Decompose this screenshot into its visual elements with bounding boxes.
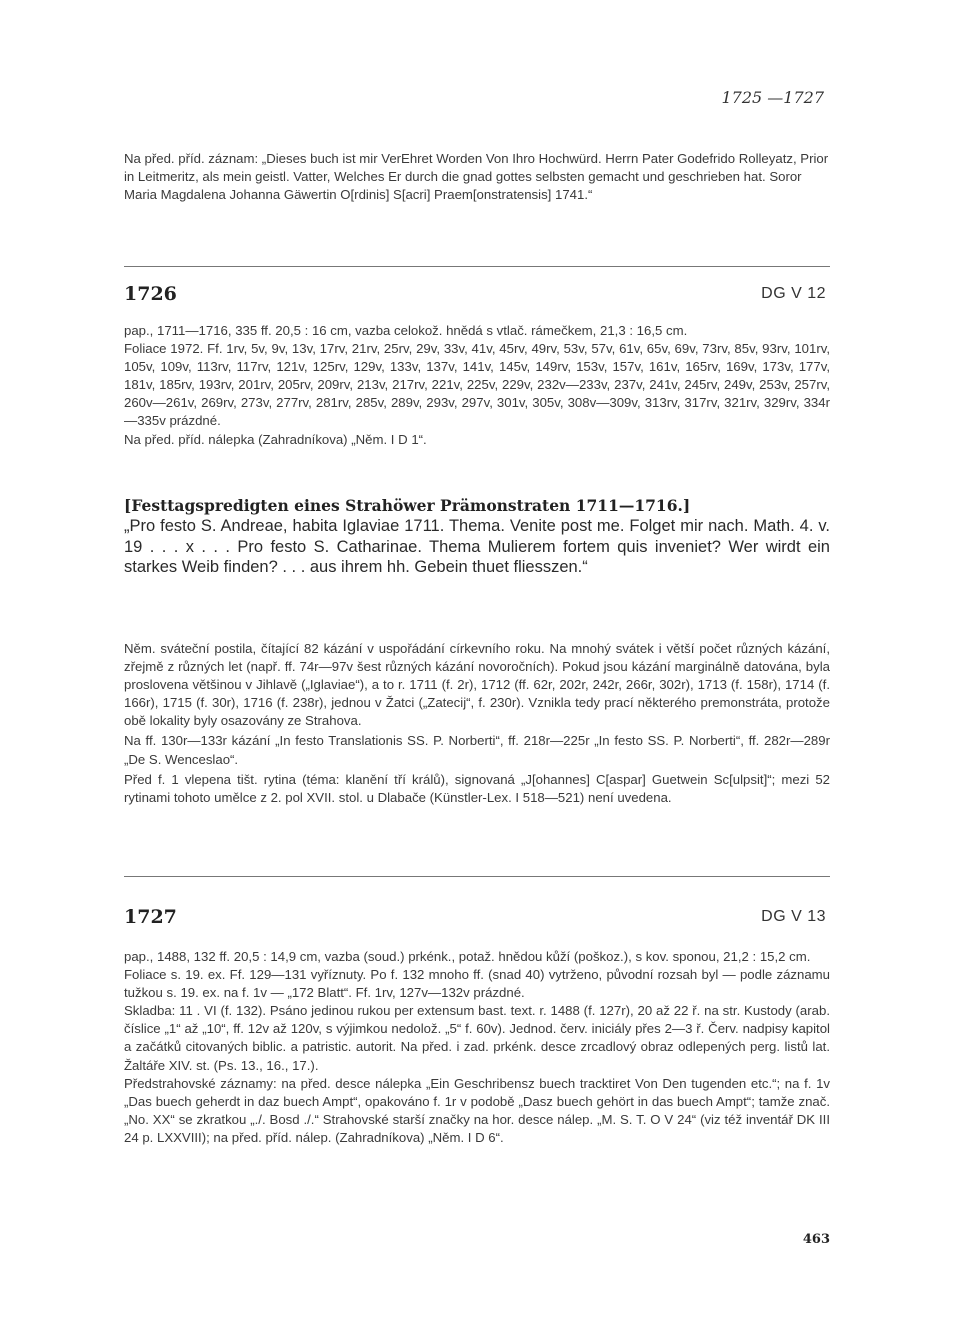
foliation-note: Foliace s. 19. ex. Ff. 129—131 vyříznuty. Po f. 132 mnoho ff. (snad 40) vytrženo, původní rozsah byl — podle záznamu tužkou s. 19. ex. na f. 1v — „172 Blatt“. Ff. 1rv, 127v—132v prázdné. bbox=[124, 967, 830, 1001]
incipit: „Pro festo S. Andreae, habita Iglaviae 1711. Thema. Venite post me. Folget mir nach. Math. 4. v. 19 . . . x . . . Pro festo S. Catharinae. Thema Mulierem fortem quis inveniet? Wer wirdt ein starkes Weib finden? . . . aus ihrem hh. Gebein thuet fliesszen.“ bbox=[124, 517, 830, 576]
entry-separator-rule bbox=[124, 266, 830, 267]
composition-note: Skladba: 11 . VI (f. 132). Psáno jedinou rukou per extensum bast. text. r. 1488 (f. 127r), 20 až 22 ř. na str. Kustody (arab. číslice „1“ až „10“, ff. 12v až 120v, s výjimkou nedolož. „5“ f. 60v). Jednod. červ. iniciály přes 2—3 ř. Červ. nadpisy kapitol a začátků citovaných biblic. a patristic. autorit. Na před. i zad. prkénk. desce zrcadlový obraz odlepených perg. listů lat. Žaltáře XIV. st. (Ps. 13., 16., 17.). bbox=[124, 1003, 830, 1073]
work-title: [Festtagspredigten eines Strahöwer Prämonstraten 1711—1716.] bbox=[124, 496, 691, 515]
top-note-block bbox=[124, 150, 830, 204]
contents-paragraph: Na ff. 130r—133r kázání „In festo Translationis SS. P. Norberti“, ff. 218r—225r „In festo SS. P. Norberti“, ff. 282r—289r „De S. Wenceslao“. bbox=[124, 733, 830, 767]
contents-paragraph: Před f. 1 vlepena tišt. rytina (téma: klanění tří králů), signovaná „J[ohannes] C[aspar] Guetwein Sc[ulpsit]“; mezi 52 rytinami tohoto umělce z 2. pol XVII. stol. u Dlabače (Künstler-Lex. I 518—521) není uvedena. bbox=[124, 771, 830, 805]
entry-1726-title-block bbox=[124, 496, 830, 578]
top-note: Na před. příd. záznam: „Dieses buch ist mir VerEhret Worden Von Ihro Hochwürd. Herrn Pater Godefrido Rolleyatz, Prior in Leitmeritz, als mein geistl. Vatter, Welches Er durch die gnad gottes selbsten gemacht und geschrieben hat. Soror Maria Magdalena Johanna Gäwertin O[rdinis] S[acri] Praem[onstratensis] 1741.“ bbox=[124, 151, 829, 203]
physical-description: pap., 1711—1716, 335 ff. 20,5 : 16 cm, vazba celokož. hnědá s vtlač. rámečkem, 21,3 : 16,5 cm. bbox=[124, 323, 688, 338]
entry-number-1727: 1727 bbox=[124, 906, 177, 928]
entry-1726-contents bbox=[124, 640, 830, 807]
running-head: 1725 —1727 bbox=[721, 88, 824, 107]
entry-1727-description bbox=[124, 948, 830, 1147]
provenance-note: Předstrahovské záznamy: na před. desce nálepka „Ein Geschribensz buech tracktiret Von Den tugenden etc.“; na f. 1v „Das buech geherdt in daz buech Ampt“, opakováno f. 1r v podobě „Dasz buech gehört in das buech Ampt“; tamže znač. „No. XX“ se zkratkou „./. Bosd ./.“ Strahovské starší značky na hor. desce nálep. „M. S. T. O V 24“ (viz též inventář DK III 24 p. LXXVIII); na před. příd. nálep. (Zahradníkova) „Něm. I D 6“. bbox=[124, 1075, 830, 1145]
label-note: Na před. příd. nálepka (Zahradníkova) „Něm. I D 1“. bbox=[124, 431, 427, 447]
foliation-note: Foliace 1972. Ff. 1rv, 5v, 9v, 13v, 17rv, 21rv, 25rv, 29v, 33v, 41v, 45rv, 49rv, 53v, 57v, 61v, 65v, 69v, 73rv, 85v, 93rv, 101rv, 105v, 109v, 113rv, 117rv, 121v, 125rv, 129v, 133v, 137v, 141v, 145v, 149rv, 153v, 157v, 161v, 165rv, 169v, 173v, 177v, 181v, 185rv, 193rv, 201rv, 205rv, 209rv, 213v, 217rv, 221v, 225v, 229v, 232v—233v, 237v, 241v, 245rv, 249v, 253v, 257rv, 260v—261v, 269rv, 273v, 277rv, 281rv, 285v, 289v, 293v, 297v, 301v, 305v, 308v—309v, 313rv, 317rv, 321rv, 329rv, 334r—335v prázdné. bbox=[124, 341, 830, 429]
entry-separator-rule bbox=[124, 876, 830, 877]
shelfmark-1726: DG V 12 bbox=[761, 285, 826, 302]
page-number: 463 bbox=[802, 1232, 830, 1247]
contents-paragraph: Něm. sváteční postila, čítající 82 kázání v uspořádání církevního roku. Na mnohý svátek i větší počet různých kázání, zřejmě z různých let (např. ff. 74r—97v šest různých kázání novoročních). Pokud jsou kázání marginálně datována, byla proslovena většinou v Jihlavě („Iglaviae“), a to r. 1711 (f. 2r), 1712 (ff. 62r, 202r, 242r, 266r, 302r), 1713 (f. 158r), 1714 (f. 166r), 1715 (f. 30r), 1716 (f. 238r), jednou v Žatci („Zatecij“, f. 230r). Vznikla tedy prací některého premonstráta, protože obě lokality byly osazovány ze Strahova. bbox=[124, 641, 830, 729]
entry-1726-description bbox=[124, 322, 830, 449]
physical-description: pap., 1488, 132 ff. 20,5 : 14,9 cm, vazba (soud.) prkénk., potaž. hnědou kůží (poškoz.), s kov. sponou, 21,2 : 15,2 cm. bbox=[124, 949, 811, 964]
entry-number-1726: 1726 bbox=[124, 283, 177, 305]
shelfmark-1727: DG V 13 bbox=[761, 908, 826, 925]
